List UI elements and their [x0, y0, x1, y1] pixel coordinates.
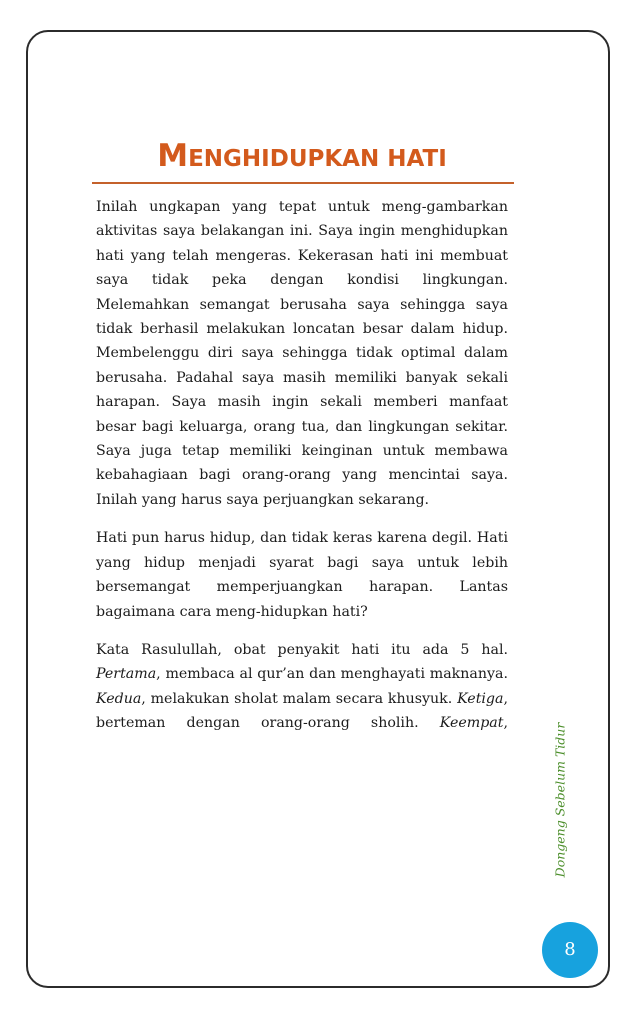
page-number-badge: 8 — [542, 922, 598, 978]
book-title-side-label: Dongeng Sebelum Tidur — [552, 722, 568, 878]
chapter-title-first-letter: M — [157, 138, 189, 174]
emphasis-ketiga: Ketiga — [457, 690, 504, 707]
chapter-title-rest: ENGHIDUPKAN HATI — [188, 146, 447, 172]
paragraph-2: Hati pun harus hidup, dan tidak keras karena degil. Hati yang hidup menjadi syarat bagi saya untuk lebih bersemangat memperjuangkan harapan. Lantas bagaimana cara meng-hidupkan hati? — [96, 530, 508, 620]
emphasis-kedua: Kedua — [96, 690, 142, 707]
paragraph-3-text: , melakukan sholat malam secara khusyuk. — [141, 690, 458, 707]
title-divider — [92, 182, 514, 184]
paragraph-3-text: Kata Rasulullah, obat penyakit hati itu ada 5 hal. — [96, 641, 508, 658]
paragraph-3-text: , — [503, 715, 508, 732]
paragraph-1: Inilah ungkapan yang tepat untuk meng-gambarkan aktivitas saya belakangan ini. Saya ingin menghidupkan hati yang telah mengeras. Kekerasan hati ini membuat saya tidak peka dengan kondisi lingkungan. Melemahkan semangat berusaha saya sehingga saya tidak berhasil melakukan loncatan besar dalam hidup. Membelenggu diri saya sehingga tidak optimal dalam berusaha. Padahal saya masih memiliki banyak sekali harapan. Saya masih ingin sekali memberi manfaat besar bagi keluarga, orang tua, dan lingkungan sekitar. Saya juga tetap memiliki keinginan untuk membawa kebahagiaan bagi orang-orang yang mencintai saya. Inilah yang harus saya perjuangkan sekarang. — [96, 199, 508, 508]
emphasis-pertama: Pertama — [96, 666, 157, 683]
chapter-title — [92, 136, 512, 179]
emphasis-keempat: Keempat — [439, 715, 504, 732]
paragraph-3-text: , membaca al qur’an dan menghayati maknanya. — [156, 666, 508, 683]
body-text — [96, 195, 508, 750]
paragraph-3-text: , berteman dengan orang-orang sholih. — [96, 690, 508, 732]
paragraph-3 — [96, 638, 508, 736]
